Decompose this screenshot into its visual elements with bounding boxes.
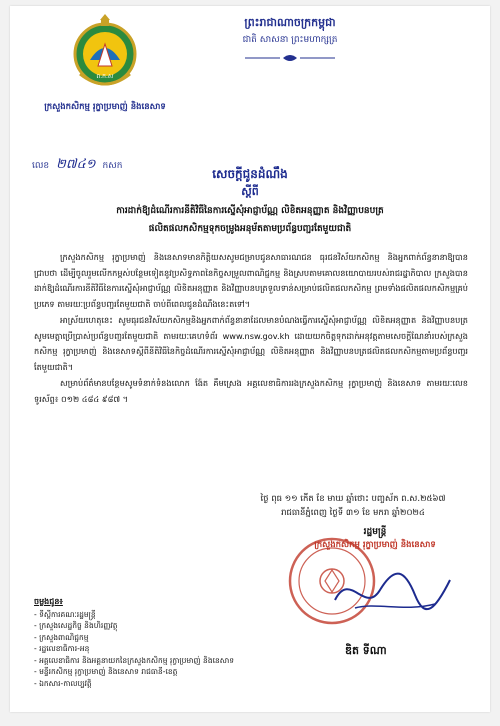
recipient-item: - មន្ទីរកសិកម្ម រុក្ខាប្រមាញ់ និងនេសាទ រាជធានី-ខេត្ត [34, 666, 234, 678]
body-paragraph-3: សម្រាប់ព័ត៌មានបន្ថែមសូមទំនាក់ទំនងលោក ង៉ែត គឹមស្រេង អគ្គលេខាធិការរងក្រសួងកសិកម្ម រុក្ខាប្រមាញ់ និងនេសាទ តាមរយៈលេខទូរស័ព្ទ៖ ០១២ ៤៨៤ ៩៨៧ ។ [34, 378, 468, 404]
body-paragraph-2: អាស្រ័យហេតុនេះ សូមធុរជនវិស័យកសិកម្មនិងអ្នកពាក់ព័ន្ធនានាដែលមានបំណងធ្វើការស្នើសុំអាជ្ញាប័ណ្ណ លិខិតអនុញ្ញាត និងវិញ្ញាបនបត្រ សូមមេត្តាប្រើប្រាស់ប្រព័ន្ធបញ្ជរតែមួយជាតិ តាមរយៈគេហទំព័រ www.nsw.gov.kh ដោយយកចិត្តទុកដាក់អនុវត្តតាមសេចក្តីណែនាំរបស់ក្រសួងកសិកម្ម រុក្ខាប្រមាញ់ និងនេសាទស្តីពីនីតិវិធីនៃកិច្ចដំណើរការស្នើសុំអាជ្ញាប័ណ្ណ លិខិតអនុញ្ញាត និងវិញ្ញាបនបត្រផលិតផលកសិកម្មតាមប្រព័ន្ធបញ្ជរតែមួយជាតិ។ [34, 315, 468, 372]
reference-suffix: កសក [102, 161, 123, 171]
recipient-item: - ក្រសួងសេដ្ឋកិច្ច និងហិរញ្ញវត្ថុ [34, 620, 234, 632]
title-block [40, 166, 460, 237]
recipient-item: - ក្រសួងពាណិជ្ជកម្ម [34, 632, 234, 644]
national-motto: ជាតិ សាសនា ព្រះមហាក្សត្រ [242, 35, 338, 45]
solar-date: រាជធានីភ្នំពេញ ថ្ងៃទី ៣១ ខែ មករា ឆ្នាំ២០២៤ [281, 508, 425, 518]
kingdom-title: ព្រះរាជាណាចក្រកម្ពុជា [244, 16, 336, 29]
kingdom-header [200, 16, 380, 66]
recipient-item: - ឯកសារ-កាលប្បវត្តិ [34, 678, 234, 690]
reference-value: ២៧៤១ [56, 157, 96, 172]
document-title: សេចក្តីជូនដំណឹង [212, 167, 288, 181]
lunar-date: ថ្ងៃ ពុធ ១១ កើត ខែ មាឃ ឆ្នាំថោះ បញ្ចស័ក ព.ស.២៥៦៧ [260, 494, 446, 504]
recipient-item: - អគ្គលេខាធិការ និងអគ្គនាយកនៃក្រសួងកសិកម្ម រុក្ខាប្រមាញ់ និងនេសាទ [34, 655, 234, 667]
recipients-title: ចម្លងជូន៖ [34, 597, 63, 606]
recipient-item: - រដ្ឋលេខាធិការ-អនុ [34, 643, 234, 655]
ministry-name: ក្រសួងកសិកម្ម រុក្ខាប្រមាញ់ និងនេសាទ [44, 102, 166, 112]
document-heading-line-1: ការដាក់ឱ្យដំណើរការនីតិវិធីនៃការស្នើសុំអាជ្ញាប័ណ្ណ លិខិតអនុញ្ញាត និងវិញ្ញាបនបត្រ [116, 206, 384, 216]
date-block [238, 492, 468, 520]
ornament-divider-icon [245, 54, 335, 62]
reference-label: លេខ [32, 161, 50, 171]
body-paragraph-1: ក្រសួងកសិកម្ម រុក្ខាប្រមាញ់ និងនេសាទមានកិត្តិយសសូមជម្រាបជូនសាធារណជន ធុរជនវិស័យកសិកម្ម និងអ្នកពាក់ព័ន្ធនានាឱ្យបានជ្រាបថា ដើម្បីចូលរួមលើកកម្ពស់បន្ថែមទៀតនូវប្រសិទ្ធភាពនៃកិច្ចសម្រួលពាណិជ្ជកម្ម និងស្របតាមគោលនយោបាយរបស់រាជរដ្ឋាភិបាល ក្រសួងបានដាក់ឱ្យដំណើរការនីតិវិធីនៃការស្នើសុំអាជ្ញាប័ណ្ណ លិខិតអនុញ្ញាត និងវិញ្ញាបនបត្រទួលទាន់សម្រាប់ផលិតផលកសិកម្ម ព្រមទាំងផលិតផលកសិកម្មគ្រប់ប្រភេទ តាមរយៈប្រព័ន្ធបញ្ជរតែមួយជាតិ ចាប់ពីពេលជូនដំណឹងនេះតទៅ។ [34, 252, 468, 309]
svg-text:ព.ក.ស: ព.ក.ស [96, 73, 114, 80]
signer-title: រដ្ឋមន្ត្រី [363, 527, 387, 537]
handwritten-signature-icon [325, 560, 455, 620]
recipients-list [34, 596, 234, 689]
document-subtitle: ស្តីពី [241, 185, 259, 198]
signer-ministry: ក្រសួងកសិកម្ម រុក្ខាប្រមាញ់ និងនេសាទ [314, 540, 436, 550]
recipient-item: - ទីស្តីការគណៈរដ្ឋមន្ត្រី [34, 609, 234, 621]
ministry-emblem-icon [70, 14, 140, 96]
signer-name: ឌិត ទីណា [345, 644, 387, 657]
ministry-header [20, 14, 190, 114]
document-body [34, 250, 468, 407]
document-heading-line-2: ផលិតផលកសិកម្មទុកចម្រូងអនុម័តតាមប្រព័ន្ធបញ្ជរតែមួយជាតិ [148, 224, 352, 234]
document-page [10, 6, 490, 712]
signature-block [275, 526, 475, 657]
